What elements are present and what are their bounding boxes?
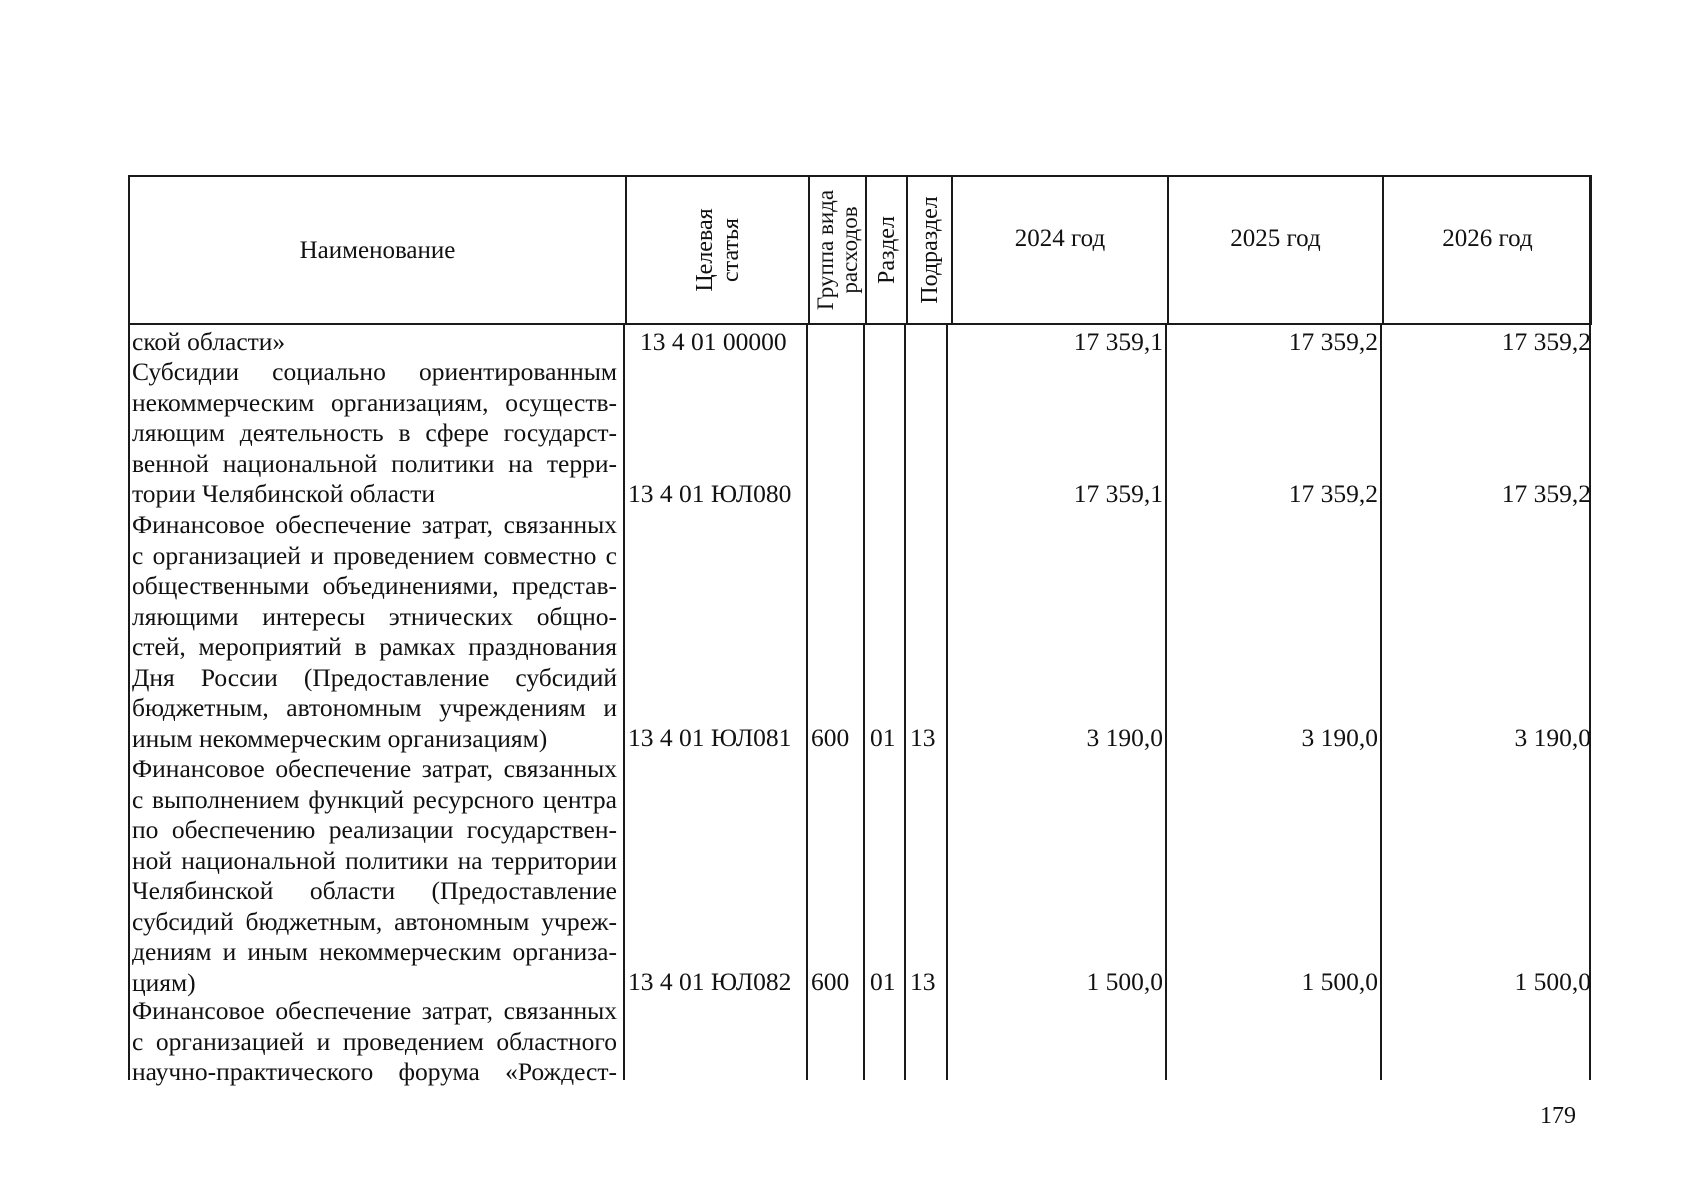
column-divider [806,325,808,1080]
row-expense-group: 600 [811,723,850,752]
row-value-2025: 17 359,2 [1288,327,1378,356]
row-value-2026: 3 190,0 [1514,723,1591,752]
row-section: 01 [870,723,896,752]
row-name: ской области» [132,327,286,356]
column-divider [623,325,625,1080]
column-divider [904,325,906,1080]
row-value-2026: 1 500,0 [1514,967,1591,996]
table-header [128,175,1592,325]
row-name: Финансовое обеспечение затрат, связанных с выполнением функций ресурсного центра по обеспечению реализации государствен- ной национальной политики на территории Челябинской области (Предоставление субсидий бюджетным, автономным учреж- дениям и иным некоммерческим организа- циям) [132,754,617,997]
row-subsection: 13 [910,723,936,752]
row-value-2024: 1 500,0 [1086,967,1163,996]
header-target-article-cell [627,177,810,323]
table-body [128,325,1592,1086]
page-number: 179 [1540,1103,1576,1129]
row-value-2024: 3 190,0 [1086,723,1163,752]
row-name: Финансовое обеспечение затрат, связанных с организацией и проведением областного научно-практического форума «Рождест- [132,996,617,1086]
row-name: Субсидии социально ориентированным некоммерческим организациям, осуществ- ляющим деятельность в сфере государст- венной национальной политики на терри- тории Челябинской области [132,357,617,508]
row-target-code: 13 4 01 00000 [640,327,787,356]
header-2024: 2024 год [1014,225,1106,252]
header-expense-group: Группа вида расходов [812,189,862,311]
header-2025-cell [1169,177,1384,323]
row-target-code: 13 4 01 ЮЛ082 [628,967,792,996]
row-value-2024: 17 359,1 [1073,479,1163,508]
row-name: Финансовое обеспечение затрат, связанных с организацией и проведением совместно с общественными объединениями, представ- ляющими интересы этнических общно- стей, мероприятий в рамках празднования Дня России (Предоставление субсидий бюджетным, автономным учреждениям и иным некоммерческим организациям) [132,510,617,753]
row-target-code: 13 4 01 ЮЛ080 [628,479,792,508]
header-name: Наименование [299,237,456,264]
header-2025: 2025 год [1230,225,1321,252]
header-name-cell [130,177,627,323]
column-divider [863,325,865,1080]
header-subsection: Подраздел [916,196,943,304]
row-target-code: 13 4 01 ЮЛ081 [628,723,792,752]
header-expense-group-cell [810,177,867,323]
row-value-2024: 17 359,1 [1073,327,1163,356]
header-2026: 2026 год [1442,225,1533,252]
header-section-cell [867,177,908,323]
row-expense-group: 600 [811,967,850,996]
header-2024-cell [953,177,1169,323]
row-value-2025: 1 500,0 [1301,967,1378,996]
row-value-2026: 17 359,2 [1501,327,1591,356]
row-section: 01 [870,967,896,996]
row-subsection: 13 [910,967,936,996]
row-value-2026: 17 359,2 [1501,479,1591,508]
header-target-article: Целевая статья [691,208,744,292]
column-divider [128,325,130,1080]
header-subsection-cell [908,177,953,323]
header-2026-cell [1384,177,1591,323]
row-value-2025: 17 359,2 [1288,479,1378,508]
row-value-2025: 3 190,0 [1301,723,1378,752]
header-section: Раздел [873,216,900,284]
